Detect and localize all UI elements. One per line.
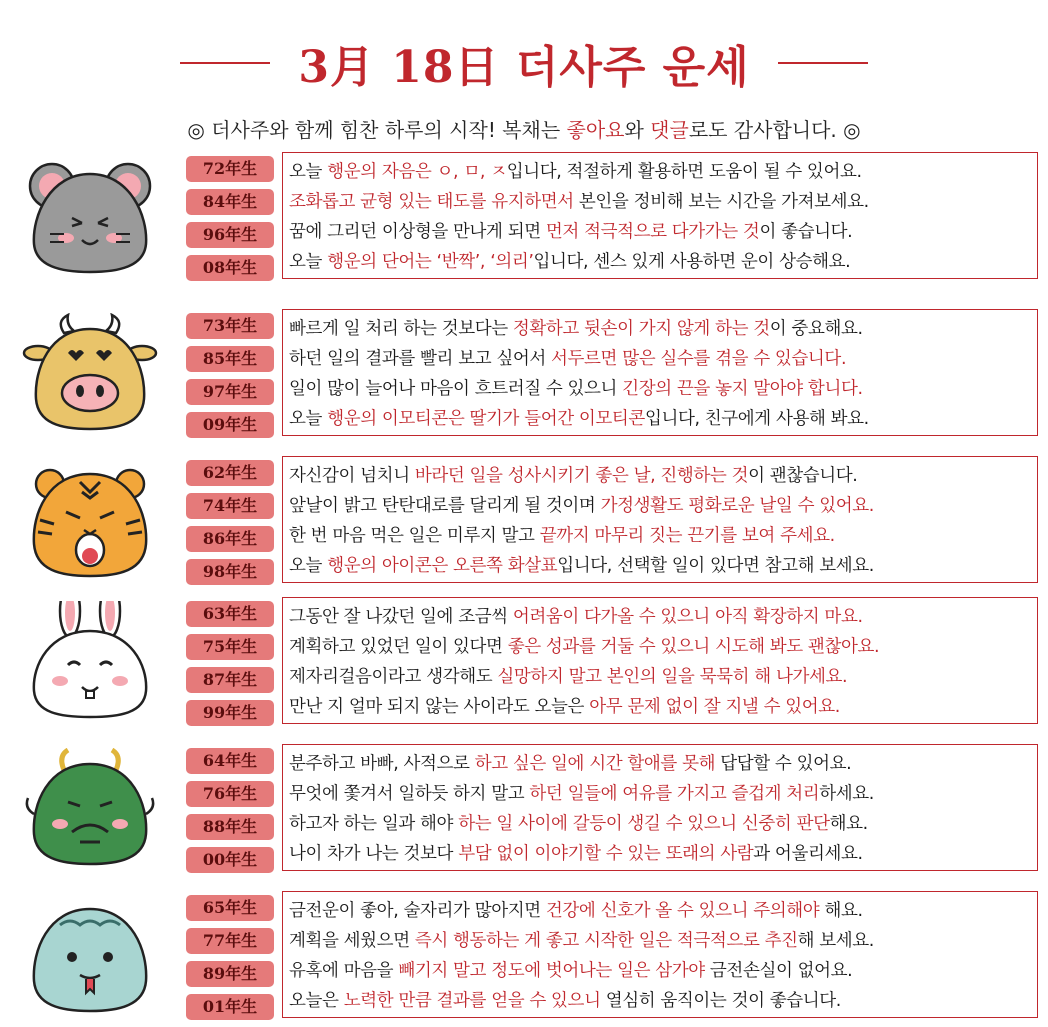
fortune-row [0,885,1048,1025]
highlight-text: 서두르면 많은 실수를 겪을 수 있습니다. [551,349,847,369]
fortune-line [289,779,1031,809]
fortune-text: 열심히 움직이는 것이 좋습니다. [600,991,841,1011]
fortune-text: 오늘 [289,252,328,272]
fortune-line [289,374,1031,404]
fortune-text: 하고자 하는 일과 해야 [289,814,459,834]
fortune-text: 제자리걸음이라고 생각해도 [289,667,498,687]
fortune-text: 일이 많이 늘어나 마음이 흐트러질 수 있으니 [289,379,623,399]
fortune-text: 오늘 [289,409,328,429]
birth-year-badge: 72年生 [186,156,274,182]
fortune-row [0,591,1048,731]
birth-year-list [186,748,274,880]
fortune-text: 금전운이 좋아, 술자리가 많아지면 [289,901,546,921]
birth-year-badge: 85年生 [186,346,274,372]
rabbit-icon [20,601,160,721]
fortune-line [289,956,1031,986]
fortune-text: 계획하고 있었던 일이 있다면 [289,637,508,657]
birth-year-badge: 98年生 [186,559,274,585]
fortune-row [0,450,1048,590]
fortune-text: 입니다, 선택할 일이 있다면 참고해 보세요. [557,556,874,576]
fortune-line [289,187,1031,217]
subtitle-mid: 와 [624,118,651,142]
fortune-row [0,146,1048,286]
fortune-text: 계획을 세웠으면 [289,931,415,951]
birth-year-list [186,313,274,445]
fortune-line [289,314,1031,344]
highlight-text: 행운의 단어는 ‘반짝’, ‘의리’ [327,252,534,272]
fortune-line [289,896,1031,926]
highlight-text: 조화롭고 균형 있는 태도를 유지하면서 [289,192,574,212]
birth-year-badge: 87年生 [186,667,274,693]
fortune-text: 입니다, 친구에게 사용해 봐요. [644,409,869,429]
highlight-text: 아무 문제 없이 잘 지낼 수 있어요. [589,697,840,717]
fortune-line [289,217,1031,247]
fortune-text-box [282,744,1038,871]
fortune-text: 오늘 [289,556,328,576]
fortune-text: 나이 차가 나는 것보다 [289,844,459,864]
highlight-text: 가정생활도 평화로운 날일 수 있어요. [600,496,874,516]
snake-icon [20,895,160,1015]
highlight-text: 하는 일 사이에 갈등이 생길 수 있으니 신중히 판단 [458,814,830,834]
fortune-text: 과 어울리세요. [753,844,863,864]
fortune-text: 그동안 잘 나갔던 일에 조금씩 [289,607,513,627]
fortune-line [289,157,1031,187]
birth-year-badge: 88年生 [186,814,274,840]
fortune-row [0,738,1048,878]
birth-year-badge: 00年生 [186,847,274,873]
fortune-text: 분주하고 바빠, 사적으로 [289,754,475,774]
fortune-text-box [282,456,1038,583]
highlight-text: 하던 일들에 여유를 가지고 즐겁게 처리 [529,784,820,804]
fortune-text: 이 중요해요. [769,319,863,339]
header [0,0,1048,150]
fortune-text-box [282,891,1038,1018]
fortune-line [289,749,1031,779]
highlight-text: 정확하고 뒷손이 가지 않게 하는 것 [512,319,770,339]
highlight-text: 어려움이 다가올 수 있으니 아직 확장하지 마요. [512,607,863,627]
fortune-line [289,632,1031,662]
highlight-text: 끝까지 마무리 짓는 끈기를 보여 주세요. [539,526,835,546]
fortune-text: 본인을 정비해 보는 시간을 가져보세요. [573,192,869,212]
birth-year-badge: 62年生 [186,460,274,486]
fortune-text: 답답할 수 있어요. [715,754,852,774]
birth-year-badge: 99年生 [186,700,274,726]
subtitle-comment: 댓글 [650,118,689,142]
fortune-line [289,461,1031,491]
subtitle-suffix: 로도 감사합니다. ◎ [688,118,861,142]
tiger-icon [20,460,160,580]
fortune-text: 꿈에 그리던 이상형을 만나게 되면 [289,222,546,242]
highlight-text: 하고 싶은 일에 시간 할애를 못해 [474,754,716,774]
page-title: 3月 18日 더사주 운세 [298,42,750,93]
birth-year-badge: 65年生 [186,895,274,921]
fortune-line [289,692,1031,722]
highlight-text: 행운의 자음은 ㅇ, ㅁ, ㅈ [327,162,507,182]
fortune-text: 해 보세요. [797,931,874,951]
highlight-text: 실망하지 말고 본인의 일을 묵묵히 해 나가세요. [497,667,848,687]
fortune-line [289,247,1031,277]
fortune-line [289,662,1031,692]
fortune-text: 이 괜찮습니다. [748,466,858,486]
fortune-text: 해요. [819,901,863,921]
fortune-text: 자신감이 넘치니 [289,466,415,486]
fortune-line [289,986,1031,1016]
birth-year-badge: 73年生 [186,313,274,339]
fortune-text: 입니다, 적절하게 활용하면 도움이 될 수 있어요. [506,162,862,182]
highlight-text: 빼기지 말고 정도에 벗어나는 일은 삼가야 [398,961,705,981]
highlight-text: 즉시 행동하는 게 좋고 시작한 일은 적극적으로 추진 [414,931,798,951]
title-row [0,30,1048,96]
highlight-text: 부담 없이 이야기할 수 있는 또래의 사람 [458,844,754,864]
birth-year-badge: 01年生 [186,994,274,1020]
fortune-text: 빠르게 일 처리 하는 것보다는 [289,319,513,339]
fortune-line [289,521,1031,551]
highlight-text: 노력한 만큼 결과를 얻을 수 있으니 [343,991,601,1011]
title-left-rule [180,62,270,64]
dragon-icon [20,748,160,868]
birth-year-badge: 89年生 [186,961,274,987]
ox-icon [20,313,160,433]
fortune-line [289,602,1031,632]
highlight-text: 행운의 이모티콘은 딸기가 들어간 이모티콘 [327,409,645,429]
fortune-line [289,491,1031,521]
birth-year-badge: 76年生 [186,781,274,807]
highlight-text: 행운의 아이콘은 오른쪽 화살표 [327,556,558,576]
fortune-text: 오늘 [289,162,328,182]
fortune-line [289,809,1031,839]
birth-year-badge: 63年生 [186,601,274,627]
fortune-line [289,404,1031,434]
fortune-text: 해요. [829,814,868,834]
birth-year-badge: 08年生 [186,255,274,281]
fortune-text: 금전손실이 없어요. [704,961,853,981]
fortune-text: 만난 지 얼마 되지 않는 사이라도 오늘은 [289,697,590,717]
fortune-text: 유혹에 마음을 [289,961,399,981]
subtitle-like: 좋아요 [566,118,625,142]
subtitle [0,114,1048,143]
title-right-rule [778,62,868,64]
highlight-text: 건강에 신호가 올 수 있으니 주의해야 [545,901,820,921]
fortune-text-box [282,309,1038,436]
birth-year-badge: 96年生 [186,222,274,248]
fortune-text-box [282,597,1038,724]
birth-year-badge: 09年生 [186,412,274,438]
birth-year-badge: 77年生 [186,928,274,954]
fortune-text: 한 번 마음 먹은 일은 미루지 말고 [289,526,540,546]
birth-year-badge: 86年生 [186,526,274,552]
birth-year-list [186,601,274,733]
fortune-line [289,926,1031,956]
fortune-row [0,303,1048,443]
fortune-text: 무엇에 쫓겨서 일하듯 하지 말고 [289,784,530,804]
highlight-text: 바라던 일을 성사시키기 좋은 날, 진행하는 것 [414,466,749,486]
birth-year-badge: 74年生 [186,493,274,519]
birth-year-list [186,156,274,288]
highlight-text: 먼저 적극적으로 다가가는 것 [545,222,760,242]
fortune-text: 하세요. [819,784,874,804]
fortune-text: 오늘은 [289,991,344,1011]
fortune-line [289,551,1031,581]
birth-year-list [186,460,274,592]
fortune-line [289,344,1031,374]
highlight-text: 좋은 성과를 거둘 수 있으니 시도해 봐도 괜찮아요. [507,637,880,657]
fortune-text: 앞날이 밝고 탄탄대로를 달리게 될 것이며 [289,496,601,516]
fortune-text-box [282,152,1038,279]
birth-year-badge: 64年生 [186,748,274,774]
birth-year-list [186,895,274,1027]
fortune-line [289,839,1031,869]
fortune-text: 이 좋습니다. [759,222,853,242]
subtitle-prefix: ◎ 더사주와 함께 힘찬 하루의 시작! 복채는 [187,118,567,142]
birth-year-badge: 97年生 [186,379,274,405]
birth-year-badge: 75年生 [186,634,274,660]
fortune-text: 입니다, 센스 있게 사용하면 운이 상승해요. [533,252,851,272]
rat-icon [20,156,160,276]
birth-year-badge: 84年生 [186,189,274,215]
highlight-text: 긴장의 끈을 놓지 말아야 합니다. [622,379,863,399]
fortune-text: 하던 일의 결과를 빨리 보고 싶어서 [289,349,552,369]
